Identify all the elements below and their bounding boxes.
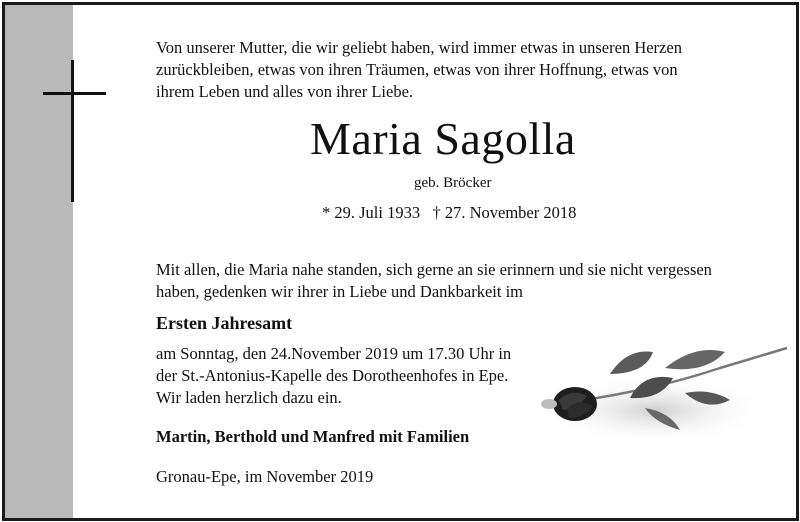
event-title: Ersten Jahresamt <box>156 313 293 333</box>
maiden-name: geb. Bröcker <box>414 175 492 191</box>
verse-line-1: Von unserer Mutter, die wir geliebt haben, wird immer etwas in unseren Herzen <box>156 38 682 57</box>
deceased-name: Maria Sagolla <box>310 113 576 164</box>
verse-line-2: zurückbleiben, etwas von ihren Träumen, etwas von ihrer Hoffnung, etwas von <box>156 60 678 79</box>
rose-image <box>535 338 790 448</box>
verse-line-3: ihrem Leben und alles von ihrer Liebe. <box>156 82 414 101</box>
invitation-line-1: Mit allen, die Maria nahe standen, sich gerne an sie erinnern und sie nicht vergessen <box>156 260 712 279</box>
event-line-2: der St.-Antonius-Kapelle des Dorotheenhofes in Epe. <box>156 366 509 385</box>
left-gray-band <box>5 5 73 518</box>
event-line-1: am Sonntag, den 24.November 2019 um 17.30 Uhr in <box>156 344 512 363</box>
event-line-3: Wir laden herzlich dazu ein. <box>156 388 342 407</box>
life-dates: * 29. Juli 1933 † 27. November 2018 <box>322 203 577 222</box>
invitation-line-2: haben, gedenken wir ihrer in Liebe und Dankbarkeit im <box>156 282 523 301</box>
place-date: Gronau-Epe, im November 2019 <box>156 467 374 486</box>
signature: Martin, Berthold und Manfred mit Familien <box>156 427 470 446</box>
